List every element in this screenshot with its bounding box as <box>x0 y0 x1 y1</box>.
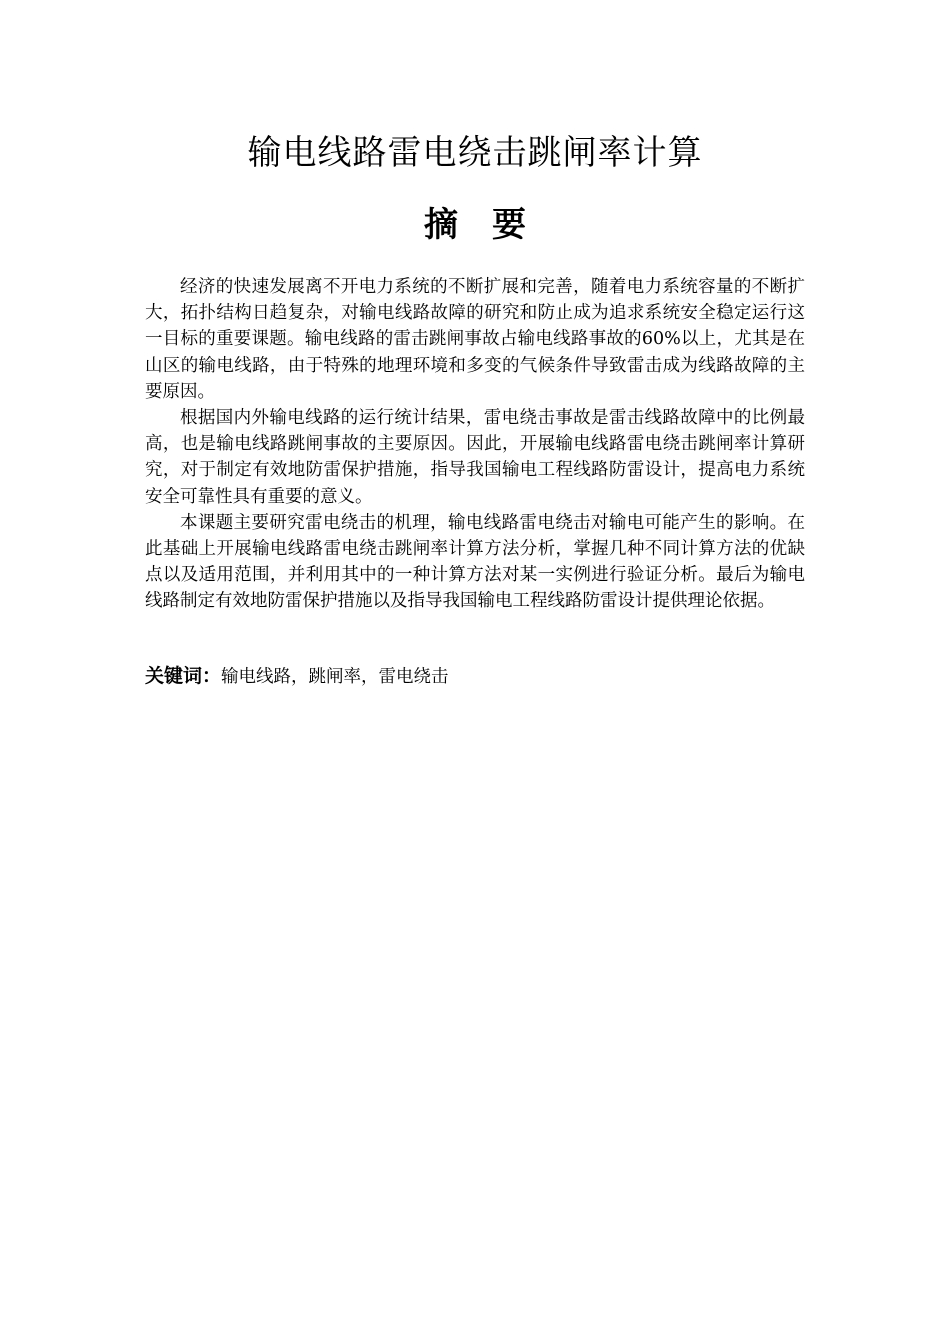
abstract-paragraph-3: 本课题主要研究雷电绕击的机理，输电线路雷电绕击对输电可能产生的影响。在此基础上开展输电线路雷电绕击跳闸率计算方法分析，掌握几种不同计算方法的优缺点以及适用范围，并利用其中的一种计算方法对某一实例进行验证分析。最后为输电线路制定有效地防雷保护措施以及指导我国输电工程线路防雷设计提供理论依据。 <box>145 512 805 612</box>
keywords-value: 输电线路，跳闸率，雷电绕击 <box>221 667 449 687</box>
keywords-line <box>145 662 805 691</box>
abstract-heading <box>0 202 950 248</box>
abstract-heading-char-2: 要 <box>492 205 526 245</box>
abstract-paragraph-1: 经济的快速发展离不开电力系统的不断扩展和完善，随着电力系统容量的不断扩大，拓扑结构日趋复杂，对输电线路故障的研究和防止成为追求系统安全稳定运行这一目标的重要课题。输电线路的雷击跳闸事故占输电线路事故的60%以上，尤其是在山区的输电线路，由于特殊的地理环境和多变的气候条件导致雷击成为线路故障的主要原因。 <box>145 277 805 402</box>
abstract-paragraph-2: 根据国内外输电线路的运行统计结果，雷电绕击事故是雷击线路故障中的比例最高，也是输电线路跳闸事故的主要原因。因此，开展输电线路雷电绕击跳闸率计算研究，对于制定有效地防雷保护措施，指导我国输电工程线路防雷设计，提高电力系统安全可靠性具有重要的意义。 <box>145 408 805 507</box>
abstract-heading-char-1: 摘 <box>424 205 458 245</box>
abstract-body <box>145 274 805 615</box>
document-title: 输电线路雷电绕击跳闸率计算 <box>247 133 703 173</box>
keywords-label: 关键词： <box>145 665 222 687</box>
